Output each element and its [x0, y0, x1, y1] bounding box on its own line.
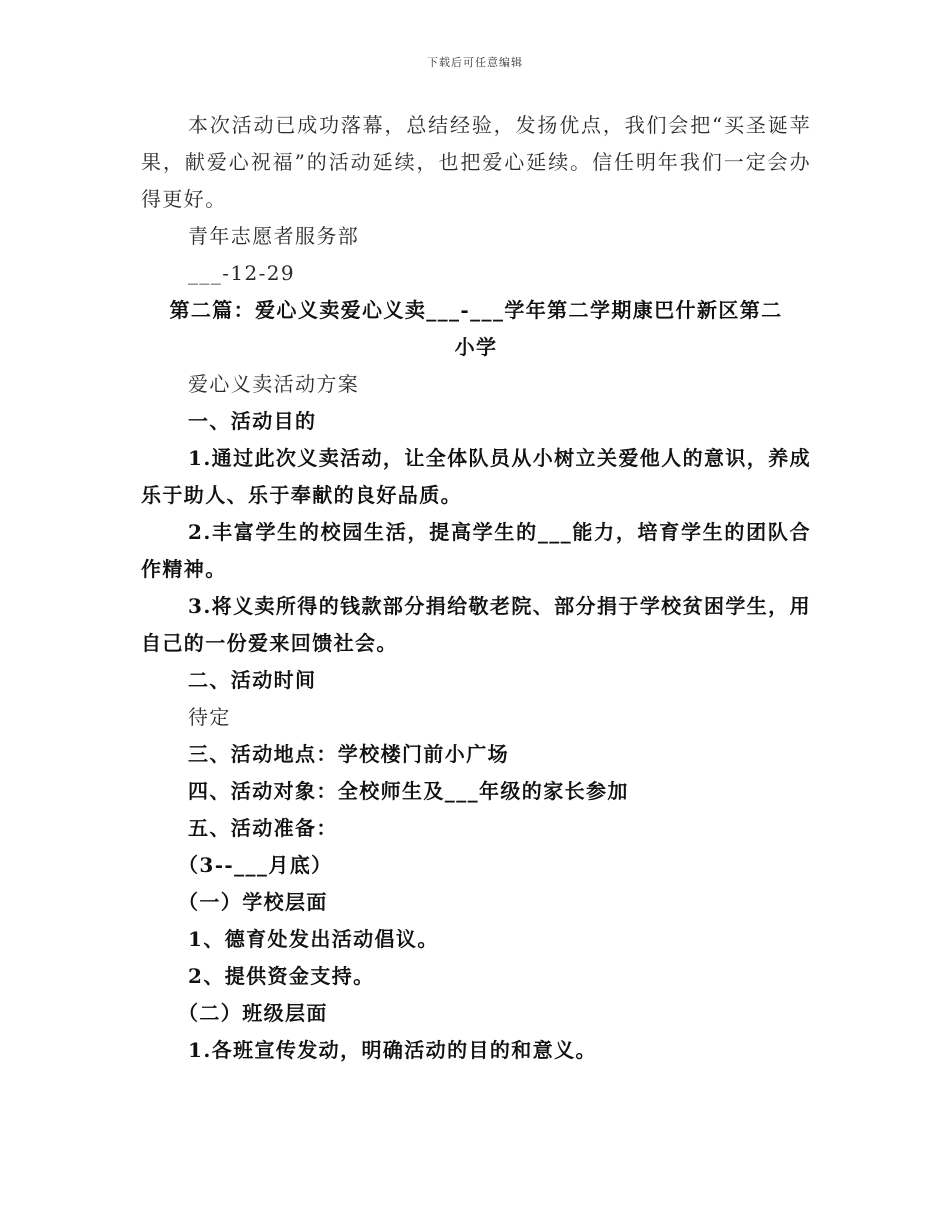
location-line: 三、活动地点：学校楼门前小广场 [188, 742, 509, 766]
participants-line: 四、活动对象：全校师生及___年级的家长参加 [188, 779, 629, 803]
closing-paragraph: 本次活动已成功落幕，总结经验，发扬优点，我们会把“买圣诞苹果，献爱心祝福”的活动延续，也把爱心延续。信任明年我们一定会办得更好。 [141, 113, 811, 211]
plan-name: 爱心义卖活动方案 [188, 372, 360, 396]
heading-purpose: 一、活动目的 [188, 409, 317, 433]
class-item-1: 1.各班宣传发动，明确活动的目的和意义。 [188, 1038, 597, 1062]
section-title-line2: 小学 [454, 335, 498, 359]
school-item-2: 2、提供资金支持。 [188, 964, 375, 988]
purpose-item-1: 1.通过此次义卖活动，让全体队员从小树立关爱他人的意识，养成乐于助人、乐于奉献的良好品质。 [141, 446, 811, 507]
heading-time: 二、活动时间 [188, 668, 317, 692]
purpose-item-2: 2.丰富学生的校园生活，提高学生的___能力，培育学生的团队合作精神。 [141, 520, 811, 581]
school-item-1: 1、德育处发出活动倡议。 [188, 927, 439, 951]
signature-date: ___-12-29 [188, 261, 296, 285]
preparation-period: （3--___月底） [178, 853, 333, 877]
page-header-note: 下载后可任意编辑 [427, 56, 523, 69]
signature-organization: 青年志愿者服务部 [188, 224, 360, 248]
subheading-school-level: （一）学校层面 [178, 890, 328, 914]
document-body [141, 107, 811, 1069]
purpose-item-3: 3.将义卖所得的钱款部分捐给敬老院、部分捐于学校贫困学生，用自己的一份爱来回馈社会。 [141, 594, 811, 655]
heading-preparation: 五、活动准备： [188, 816, 338, 840]
time-value: 待定 [188, 705, 231, 729]
section-title-line1: 第二篇：爱心义卖爱心义卖___-___学年第二学期康巴什新区第二 [169, 298, 783, 322]
subheading-class-level: （二）班级层面 [178, 1001, 328, 1025]
